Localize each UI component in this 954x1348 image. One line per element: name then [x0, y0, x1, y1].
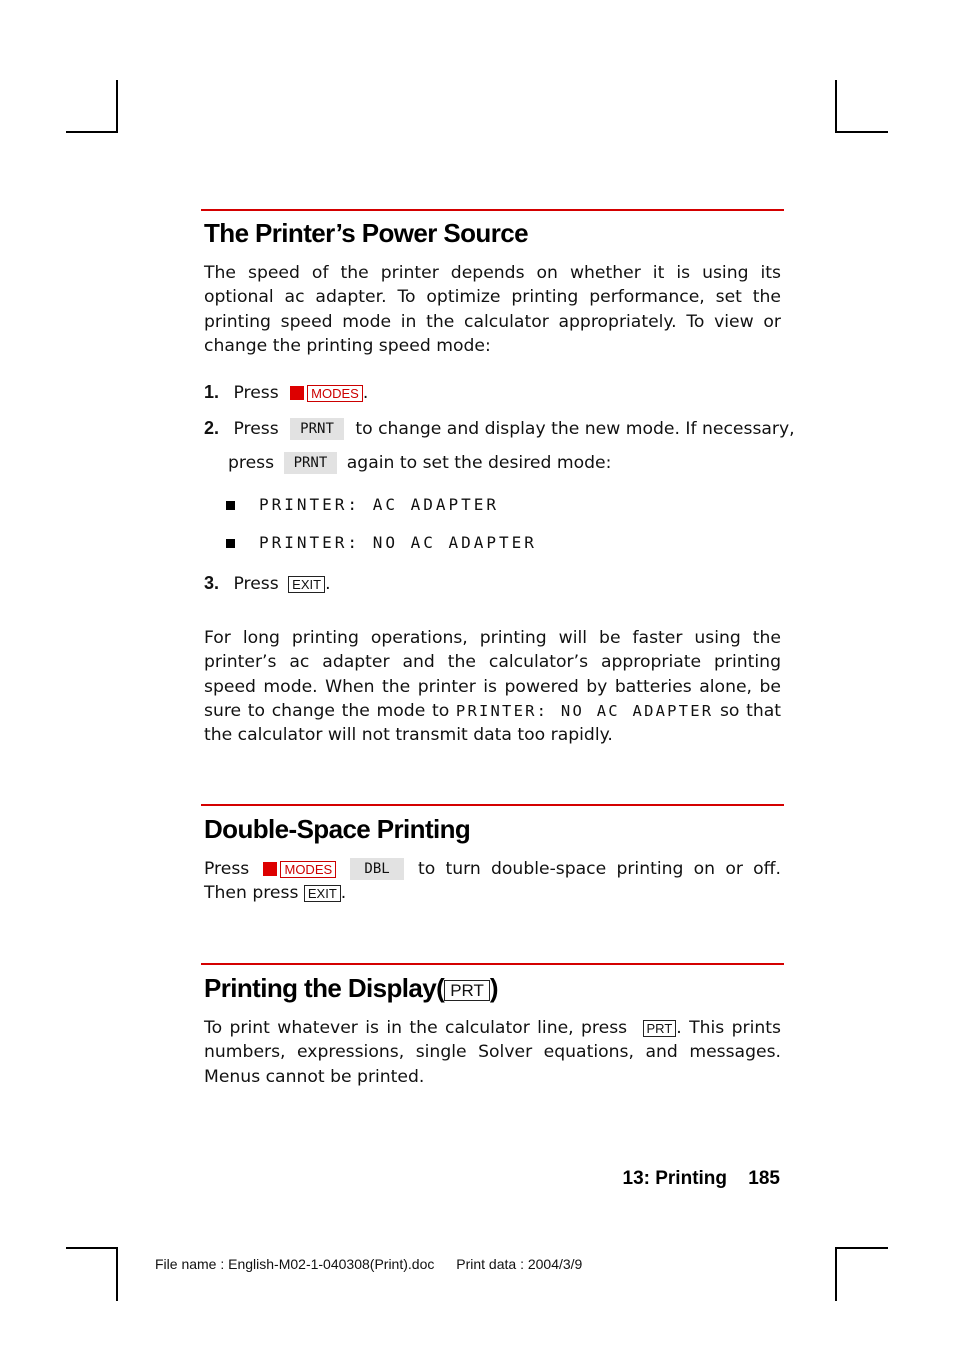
paragraph-text: For long printing operations, printing will be faster using the printer’s ac adapter and the calculator’s appropriate printing speed mode. When the printer is powered by batteries alone, be sure to change the mode to: [204, 628, 781, 721]
prnt-softkey: PRNT: [290, 418, 344, 440]
crop-mark: [116, 1247, 118, 1301]
step-text: again to set the desired mode:: [346, 453, 612, 473]
paragraph-text: . This prints numbers, expressions, single Solver equations, and messages. Menus cannot be printed.: [204, 1018, 781, 1087]
mode-option: [226, 495, 499, 515]
step-2-continued: [228, 452, 611, 474]
left-shift-key-icon: [290, 386, 304, 400]
step-text: Press: [233, 574, 279, 594]
lcd-text: PRINTER: NO AC ADAPTER: [455, 701, 714, 720]
section-title: [204, 973, 498, 1004]
prt-key: PRT: [643, 1020, 677, 1037]
section-title: Double-Space Printing: [204, 814, 471, 844]
title-text: ): [489, 973, 498, 1003]
modes-key: MODES: [307, 385, 363, 402]
intro-paragraph: The speed of the printer depends on whether it is using its optional ac adapter. To optimize printing performance, set the printing speed mode in the calculator appropriately. To view or change the printing speed mode:: [204, 263, 781, 356]
prnt-softkey: PRNT: [284, 452, 338, 474]
step-text: to change and display the new mode. If necessary,: [355, 419, 795, 439]
step-text: Press: [233, 383, 279, 403]
step-2: [204, 418, 795, 440]
paragraph-text: To print whatever is in the calculator line, press: [204, 1018, 628, 1038]
chapter-label: 13: Printing: [622, 1168, 728, 1189]
modes-key: MODES: [280, 861, 336, 878]
body-paragraph: [204, 1016, 781, 1089]
left-shift-key-icon: [263, 862, 277, 876]
step-1: [204, 382, 368, 403]
body-paragraph: [204, 626, 781, 747]
section-title: The Printer’s Power Source: [204, 218, 528, 248]
period: .: [340, 883, 347, 904]
body-paragraph: [204, 857, 781, 906]
crop-mark: [66, 131, 118, 133]
step-number: 1.: [204, 382, 220, 402]
lcd-text: PRINTER: AC ADAPTER: [259, 495, 500, 514]
step-text: press: [228, 453, 275, 473]
period: .: [362, 383, 369, 403]
paragraph-text: to turn double-space printing on or off. Then press: [204, 859, 781, 904]
paragraph-text: so that the calculator will not transmit data too rapidly.: [204, 700, 782, 746]
paragraph-text: Press: [204, 859, 250, 879]
bullet-icon: [226, 501, 235, 510]
crop-mark: [835, 131, 888, 133]
period: .: [325, 574, 331, 594]
page-number: 185: [748, 1168, 780, 1189]
dbl-softkey: DBL: [350, 858, 403, 880]
crop-mark: [835, 1247, 888, 1249]
step-3: [204, 573, 331, 594]
section-rule: [201, 209, 784, 211]
section-rule: [201, 963, 784, 965]
crop-mark: [116, 80, 118, 133]
file-name: File name : English-M02-1-040308(Print).doc: [155, 1256, 435, 1272]
mode-option: [226, 533, 537, 553]
exit-key: EXIT: [288, 576, 325, 593]
exit-key: EXIT: [304, 885, 341, 902]
page-footer: [623, 1168, 781, 1190]
section-rule: [201, 804, 784, 806]
crop-mark: [835, 80, 837, 133]
lcd-text: PRINTER: NO AC ADAPTER: [259, 533, 537, 552]
crop-mark: [66, 1247, 118, 1249]
print-date: Print data : 2004/3/9: [456, 1256, 583, 1272]
step-number: 3.: [204, 573, 220, 593]
prt-key: PRT: [444, 980, 490, 1001]
bullet-icon: [226, 539, 235, 548]
step-number: 2.: [204, 418, 220, 438]
title-text: Printing the Display(: [204, 973, 445, 1003]
step-text: Press: [233, 419, 279, 439]
crop-mark: [835, 1247, 837, 1301]
print-info: [155, 1256, 582, 1272]
